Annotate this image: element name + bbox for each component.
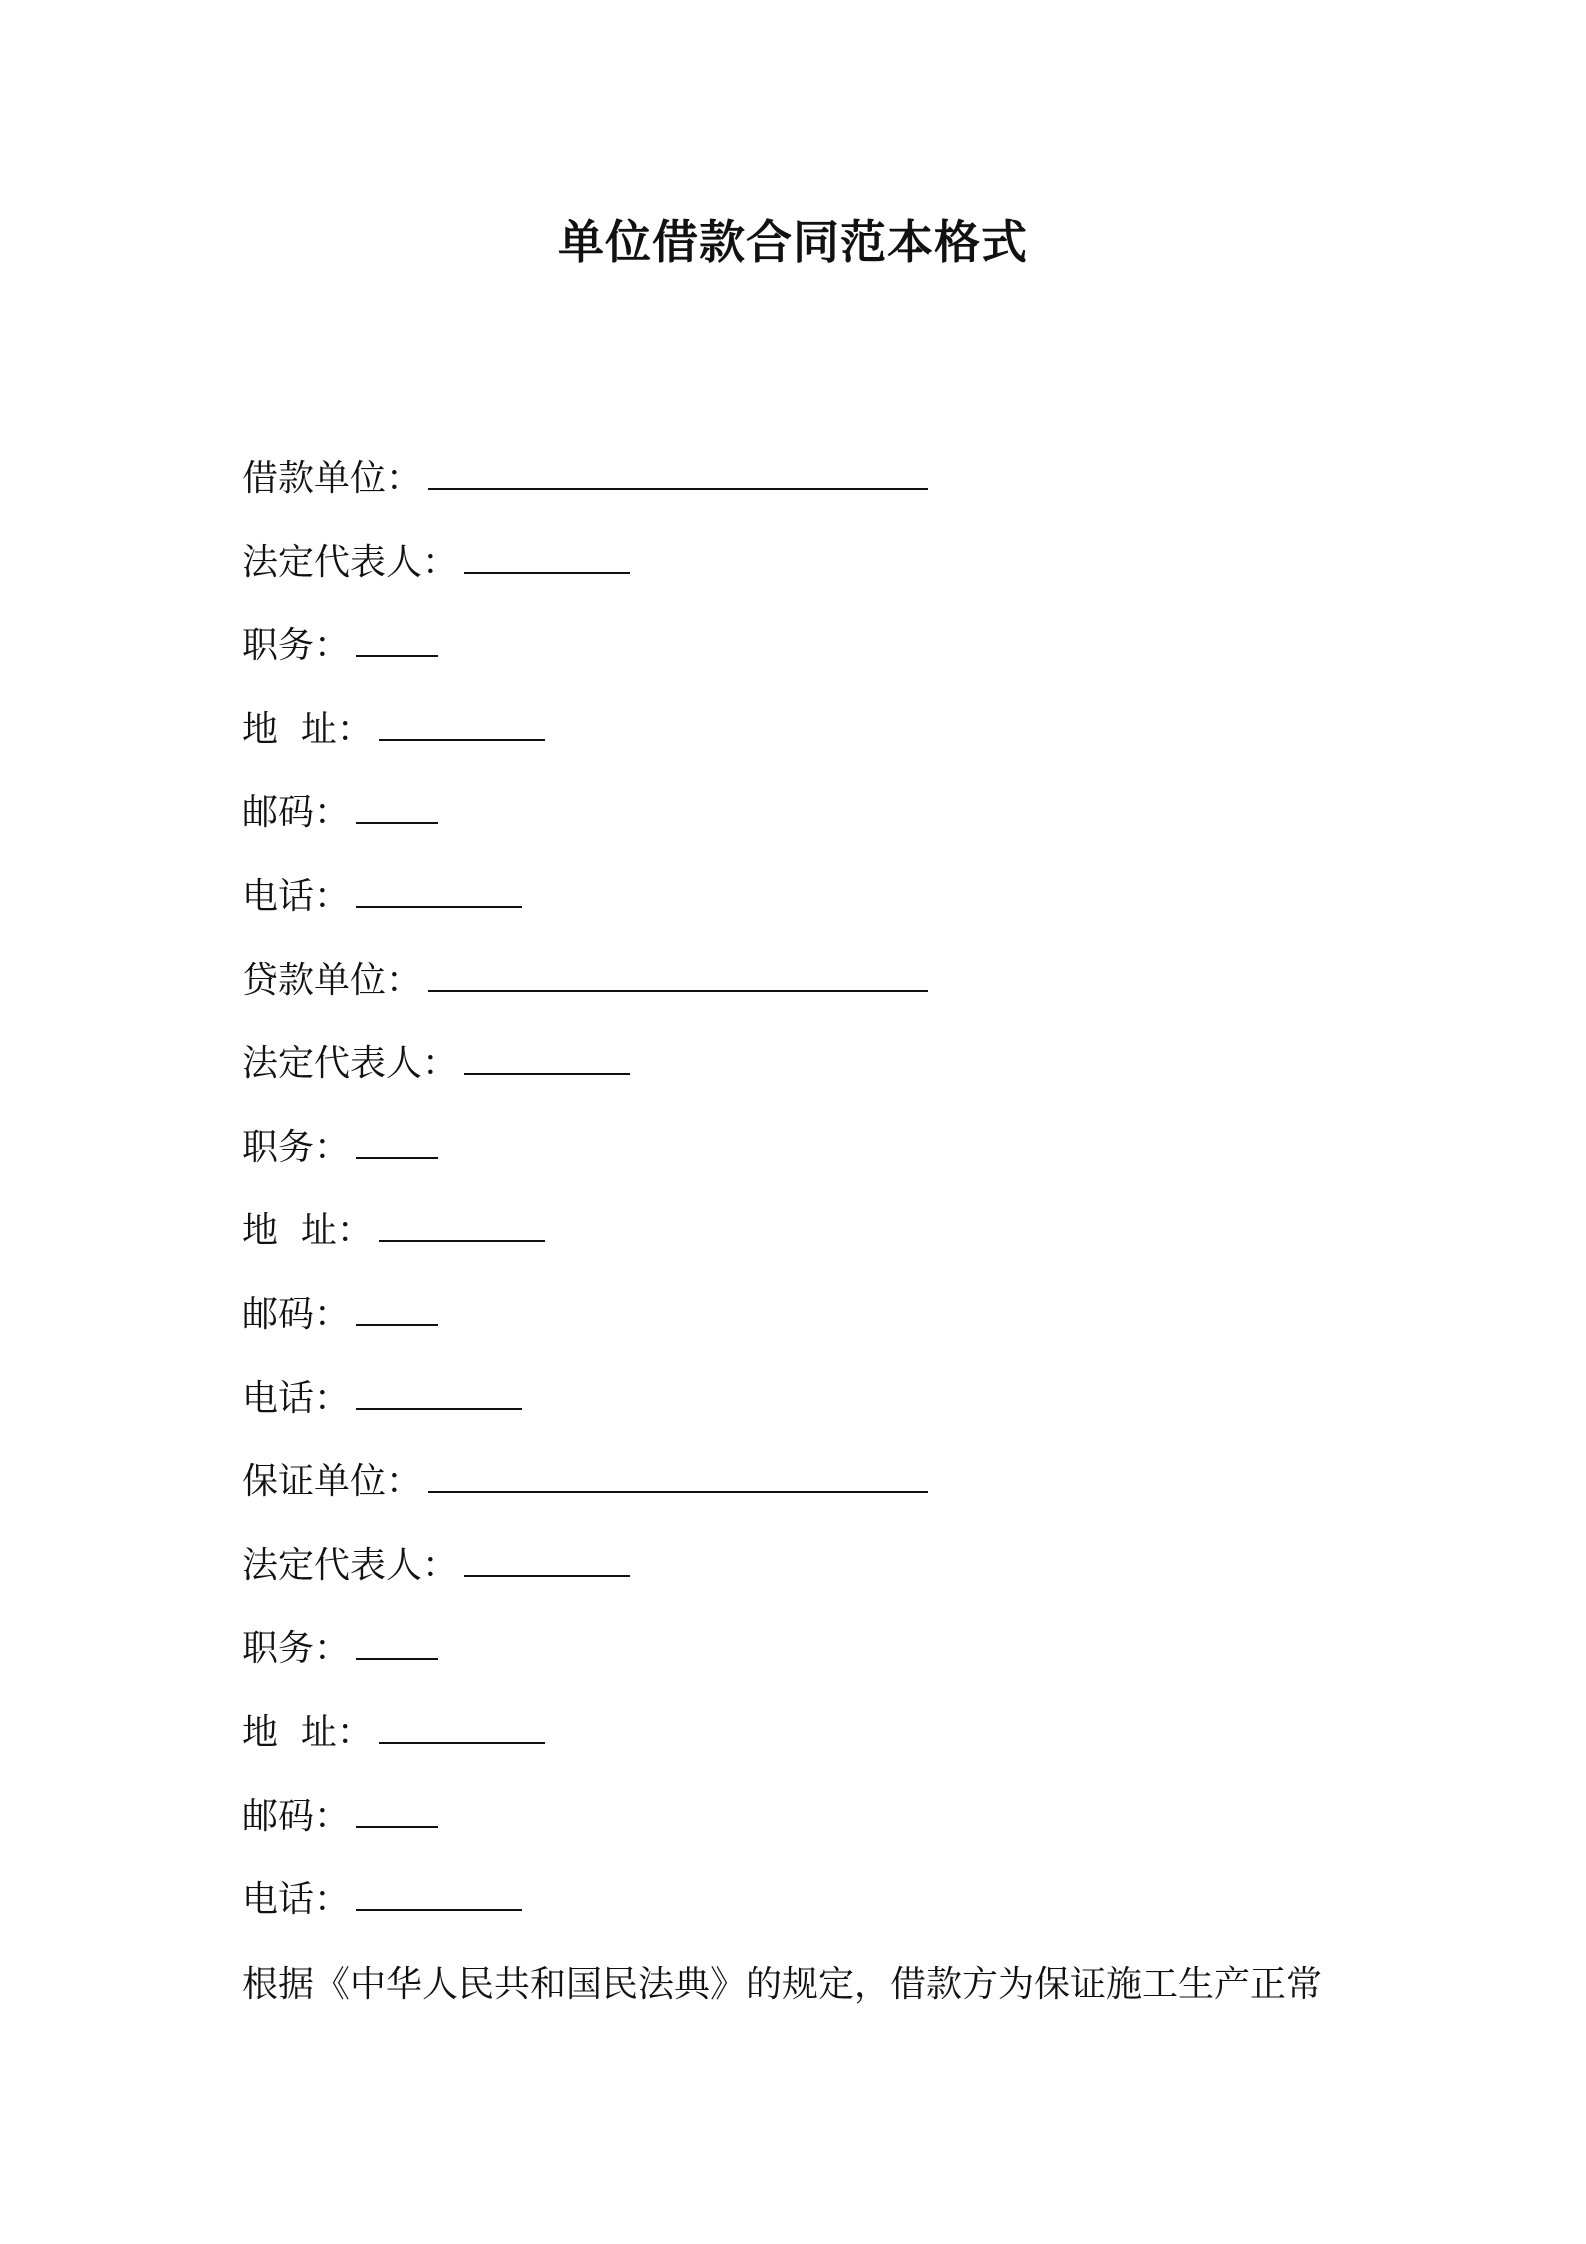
form-field-line bbox=[242, 1618, 1442, 1702]
form-field-line bbox=[242, 1368, 1442, 1452]
field-label: 邮码： bbox=[242, 1293, 351, 1335]
field-label: 地 址： bbox=[242, 708, 373, 750]
form-field-line bbox=[242, 448, 1442, 532]
field-label: 邮码： bbox=[242, 792, 351, 834]
field-label: 保证单位： bbox=[242, 1461, 423, 1503]
field-label: 地 址： bbox=[242, 1210, 373, 1252]
field-label: 职务： bbox=[242, 1628, 351, 1670]
form-field-line bbox=[242, 782, 1442, 866]
blank-underline bbox=[356, 782, 438, 824]
form-field-line bbox=[242, 699, 1442, 783]
field-label: 地 址： bbox=[242, 1711, 373, 1753]
field-label: 电话： bbox=[242, 1879, 351, 1921]
field-label: 借款单位： bbox=[242, 458, 423, 499]
blank-underline bbox=[356, 866, 522, 908]
blank-underline bbox=[356, 1618, 438, 1660]
form-field-line bbox=[242, 615, 1442, 699]
form-field-line bbox=[242, 1284, 1442, 1368]
blank-underline bbox=[428, 1451, 928, 1493]
blank-underline bbox=[428, 950, 928, 992]
form-field-line bbox=[242, 1702, 1442, 1786]
blank-underline bbox=[356, 615, 438, 657]
field-label: 电话： bbox=[242, 1377, 351, 1419]
blank-underline bbox=[356, 1869, 522, 1911]
field-label: 法定代表人： bbox=[242, 1544, 459, 1586]
intro-paragraph: 根据《中华人民共和国民法典》的规定，借款方为保证施工生产正常 bbox=[242, 1964, 1323, 2005]
field-label: 职务： bbox=[242, 1126, 351, 1168]
field-label: 电话： bbox=[242, 875, 351, 917]
field-label: 职务： bbox=[242, 625, 351, 667]
blank-underline bbox=[379, 699, 545, 741]
blank-underline bbox=[356, 1368, 522, 1410]
field-label: 贷款单位： bbox=[242, 959, 423, 1001]
blank-underline bbox=[379, 1200, 545, 1242]
form-field-line bbox=[242, 532, 1442, 616]
document-title: 单位借款合同范本格式 bbox=[558, 215, 1028, 269]
form-field-line bbox=[242, 1033, 1442, 1117]
form-field-line bbox=[242, 1451, 1442, 1535]
blank-underline bbox=[379, 1702, 545, 1744]
form-field-line bbox=[242, 950, 1442, 1034]
field-label: 法定代表人： bbox=[242, 1043, 459, 1085]
blank-underline bbox=[356, 1284, 438, 1326]
form-field-line bbox=[242, 1200, 1442, 1284]
field-label: 法定代表人： bbox=[242, 541, 459, 583]
form-field-line bbox=[242, 866, 1442, 950]
form-field-line bbox=[242, 1535, 1442, 1619]
blank-underline bbox=[464, 1535, 630, 1577]
blank-underline bbox=[464, 532, 630, 574]
blank-underline bbox=[464, 1033, 630, 1075]
blank-underline bbox=[428, 448, 928, 490]
blank-underline bbox=[356, 1786, 438, 1828]
field-label: 邮码： bbox=[242, 1795, 351, 1837]
form-field-line bbox=[242, 1869, 1442, 1953]
party-fields bbox=[242, 448, 1442, 1953]
form-field-line bbox=[242, 1786, 1442, 1870]
form-field-line bbox=[242, 1117, 1442, 1201]
blank-underline bbox=[356, 1117, 438, 1159]
